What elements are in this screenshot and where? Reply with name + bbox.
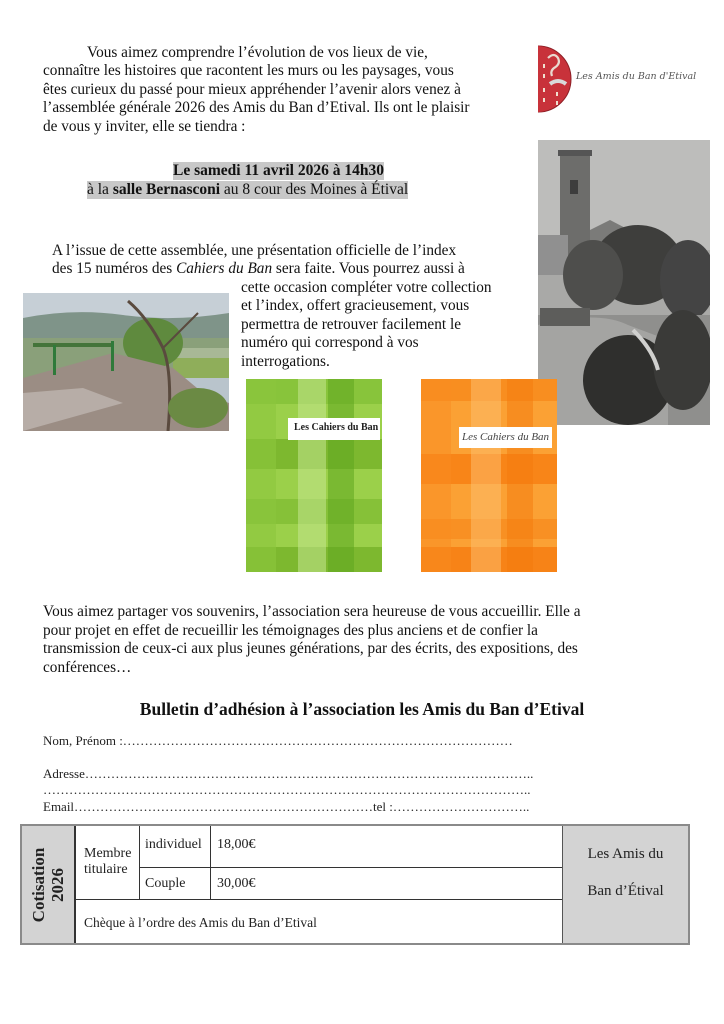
book-green-title: Les Cahiers du Ban: [288, 418, 380, 440]
souvenirs-line: Vous aimez partager vos souvenirs, l’association sera heureuse de vous accueillir. Elle a: [43, 603, 581, 620]
souvenirs-line: conférences…: [43, 659, 132, 677]
souvenirs-paragraph: [43, 603, 580, 678]
index-line: [52, 260, 465, 278]
cahiers-title: Cahiers du Ban: [176, 260, 273, 278]
souvenirs-line: transmission de ceux-ci aux plus jeunes générations, par des écrits, des expositions, des: [43, 640, 578, 658]
index-line: cette occasion compléter votre collection: [241, 279, 492, 296]
bulletin-title: Bulletin d’adhésion à l’association les Amis du Ban d’Etival: [139, 699, 585, 719]
association-name-line: Les Amis du: [587, 846, 664, 862]
association-logo: [536, 44, 711, 114]
individuel-price: 18,00€: [211, 826, 562, 868]
event-date: Le samedi 11 avril 2026 à 14h30: [173, 162, 384, 179]
tower-photo: [538, 140, 710, 425]
cotisation-year: 2026: [48, 867, 67, 902]
association-name-cell: [562, 826, 688, 943]
intro-paragraph: [43, 44, 470, 136]
individuel-label: individuel: [140, 826, 211, 868]
place-address: au 8 cour des Moines à Étival: [220, 181, 409, 198]
association-name-line: Ban d’Étival: [587, 883, 664, 899]
address-field-line2[interactable]: …………………………………………………………………………………………………..: [43, 782, 531, 797]
index-line: permettra de retrouver facilement le: [241, 315, 461, 333]
place-prefix: à la: [87, 181, 113, 198]
email-tel-field[interactable]: Email……………………………………………………………tel :…………………………..: [43, 799, 530, 814]
couple-price: 30,00€: [211, 868, 562, 900]
intro-line: Vous aimez comprendre l’évolution de vos lieux de vie,: [87, 44, 428, 61]
cotisation-label: Cotisation: [29, 847, 48, 922]
index-line: et l’index, offert gracieusement, vous: [241, 297, 470, 315]
book-orange-title: Les Cahiers du Ban: [459, 427, 552, 448]
index-line: interrogations.: [241, 352, 330, 370]
cheque-instruction: Chèque à l’ordre des Amis du Ban d’Etival: [84, 915, 317, 930]
souvenirs-line: pour projet en effet de recueillir les témoignages des plus anciens et de confier la: [43, 621, 538, 639]
index-line: A l’issue de cette assemblée, une présentation officielle de l’index: [52, 242, 457, 259]
couple-label: Couple: [140, 868, 211, 900]
intro-line: l’assemblée générale 2026 des Amis du Ban d’Etival. Ils ont le plaisir: [43, 99, 470, 117]
cotisation-table: [20, 824, 690, 945]
index-line: numéro qui correspond à vos: [241, 334, 419, 352]
cotisation-header: [22, 826, 76, 943]
index-paragraph-right: [241, 279, 492, 371]
landscape-photo: [23, 293, 229, 431]
cahiers-book-green: [246, 379, 382, 572]
index-line-suffix: sera faite. Vous pourrez aussi à: [272, 260, 465, 278]
intro-line: connaître les histoires que racontent les murs ou les paysages, vous: [43, 62, 454, 80]
membre-titulaire-cell: [76, 826, 140, 900]
address-field[interactable]: Adresse…………………………………………………………………………………………..: [43, 766, 534, 781]
titulaire-label: titulaire: [84, 862, 128, 877]
name-field[interactable]: Nom, Prénom :………………………………………………………………………………: [43, 733, 513, 748]
intro-line: êtes curieux du passé pour mieux appréhender l’avenir alors venez à: [43, 80, 461, 98]
index-paragraph: [52, 242, 465, 279]
cahiers-book-orange: [421, 379, 557, 572]
logo-text: Les Amis du Ban d'Etival: [576, 71, 697, 82]
intro-line: de vous y inviter, elle se tiendra :: [43, 117, 246, 135]
place-venue: salle Bernasconi: [112, 181, 221, 198]
membre-label: Membre: [84, 846, 132, 861]
event-place: [87, 181, 408, 199]
index-line-prefix: des 15 numéros des: [52, 260, 177, 278]
